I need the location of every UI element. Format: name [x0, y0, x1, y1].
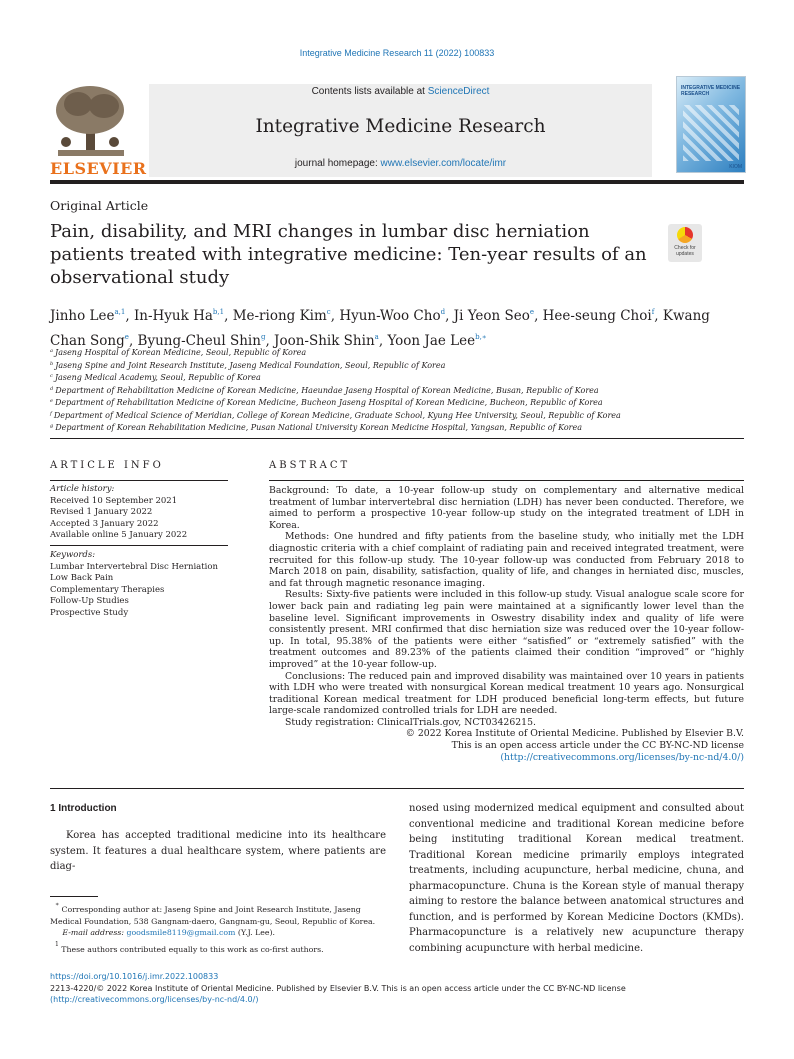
author-separator: ,	[265, 333, 275, 349]
affiliation	[50, 421, 740, 434]
crossmark-icon	[677, 227, 693, 243]
tree-icon	[50, 84, 132, 162]
affiliation-mark: c	[50, 373, 53, 379]
article-title: Pain, disability, and MRI changes in lumbar disc herniation patients treated with integrative medicine: Ten-year results of an observational study	[50, 221, 647, 288]
contents-line	[149, 86, 652, 97]
history-received: Received 10 September 2021	[50, 495, 178, 506]
cover-pattern	[683, 105, 739, 161]
contents-prefix: Contents lists available at	[311, 86, 428, 97]
email-label: E-mail address:	[62, 928, 124, 937]
affiliation	[50, 396, 740, 409]
author-name: Kwang Chan Song	[50, 308, 710, 349]
author[interactable]	[50, 308, 134, 324]
article-info-heading: ARTICLE INFO	[50, 460, 164, 471]
article-type: Original Article	[50, 198, 149, 213]
author[interactable]	[543, 308, 663, 324]
article-info-rule	[50, 480, 228, 481]
affiliation-text: Department of Korean Rehabilitation Medicine, Pusan National University Korean Medicine Hospital, Yangsan, Republic of Korea	[55, 423, 582, 432]
affiliation-text: Department of Rehabilitation Medicine of Korean Medicine, Bucheon Jaseng Hospital of Korean Medicine, Bucheon, Republic of Korea	[54, 398, 603, 407]
author-affiliation-mark[interactable]: a,1	[114, 308, 126, 316]
author-affiliation-mark[interactable]: e	[124, 333, 129, 341]
cover-mark: KIOM	[729, 164, 742, 170]
author-name: Yoon Jae Lee	[387, 333, 476, 349]
author-affiliation-mark[interactable]: b,∗	[475, 333, 487, 341]
affiliation-mark: b	[50, 360, 54, 367]
author-name: Hyun-Woo Cho	[339, 308, 441, 324]
homepage-link[interactable]: www.elsevier.com/locate/imr	[380, 158, 507, 169]
study-registration: Study registration: ClinicalTrials.gov, NCT03426215.	[285, 716, 536, 728]
section-rule	[50, 438, 744, 439]
keyword: Complementary Therapies	[50, 584, 165, 595]
abstract-results: Results: Sixty-five patients were included in this follow-up study. Visual analogue scale score for lower back pain and radiating leg pain were maintained at a significantly lower level than the baseline level. Significant improvements in Oswestry disability index and quality of life were consistently present. MRI confirmed that disc herniation size was reduced over the 10-year follow-up. In total, 95.38% of the patients were either “satisfied” or “extremely satisfied” with the treatment outcomes and 89.23% of the patients claimed their condition “improved” or “highly improved” at the 10-year follow-up.	[269, 589, 744, 670]
footnote-mark: 1	[54, 940, 59, 948]
doi-link[interactable]: https://doi.org/10.1016/j.imr.2022.100833	[50, 972, 219, 981]
author[interactable]	[134, 308, 233, 324]
affiliation	[50, 409, 740, 422]
author-separator: ,	[125, 308, 134, 324]
masthead-panel	[149, 84, 652, 177]
body-column-left: Korea has accepted traditional medicine into its healthcare system. It features a dual healthcare system, where patients are diag-	[50, 830, 386, 872]
abstract-bottom-rule	[50, 788, 744, 789]
email-note	[50, 927, 386, 939]
affiliation-list	[50, 346, 740, 434]
footnotes	[50, 899, 386, 955]
author-separator: ,	[128, 333, 138, 349]
homepage-prefix: journal homepage:	[294, 158, 381, 169]
affiliation	[50, 359, 740, 372]
affiliation	[50, 384, 740, 397]
author[interactable]	[454, 308, 543, 324]
page-footer	[50, 971, 744, 1006]
author-affiliation-mark[interactable]: e	[529, 308, 535, 316]
keyword: Prospective Study	[50, 607, 129, 618]
affiliation-mark: f	[50, 410, 52, 417]
affiliation-mark: a	[50, 348, 53, 354]
affiliation-mark: d	[50, 385, 54, 392]
footnote-rule	[50, 896, 98, 897]
affiliation-mark: g	[50, 423, 54, 429]
keyword: Follow-Up Studies	[50, 596, 129, 607]
author-affiliation-mark[interactable]: a	[374, 333, 379, 341]
masthead-rule	[50, 180, 744, 184]
author-name: Hee-seung Choi	[542, 308, 652, 324]
abstract	[269, 485, 744, 763]
history-accepted: Accepted 3 January 2022	[50, 518, 159, 529]
homepage-line	[149, 158, 652, 169]
author-separator: ,	[445, 308, 454, 324]
affiliation-text: Jaseng Spine and Joint Research Institute, Jaseng Medical Foundation, Seoul, Republic of Korea	[55, 360, 446, 370]
copyright-line: © 2022 Korea Institute of Oriental Medicine. Published by Elsevier B.V.	[405, 728, 744, 740]
abstract-heading: ABSTRACT	[269, 460, 351, 471]
author[interactable]	[233, 308, 340, 324]
body-column-right: nosed using modernized medical equipment and consulted about conventional medicine and traditional Korean medicine before being instituting traditional Korean medical treatment. Traditional Korean medicine primarily employs integrated treatments, including acupuncture, herbal medicine, chuna, and pharmacopuncture. Chuna is the Korean style of manual therapy aiming to restore the balance between anatomical structures and function, and is performed by Korean Medicine Doctors (KMDs). Pharmacopuncture is a relatively new acupuncture therapy combining acupuncture with herbal medicine.	[409, 803, 744, 954]
affiliation	[50, 346, 740, 359]
check-for-updates-badge[interactable]	[668, 224, 702, 262]
author-separator: ,	[330, 308, 340, 324]
journal-cover[interactable]	[676, 76, 746, 173]
crossmark-label: Check for updates	[674, 245, 696, 257]
author-separator: ,	[654, 308, 663, 324]
author-affiliation-mark[interactable]: b,1	[212, 308, 225, 316]
equal-contribution-text: These authors contributed equally to this work as co-first authors.	[61, 944, 324, 954]
footnote-mark: ∗	[54, 901, 60, 908]
keywords-rule	[50, 545, 228, 546]
affiliation-text: Department of Medical Science of Meridian, College of Korean Medicine, Graduate School, Kyung Hee University, Seoul, Republic of Korea	[53, 410, 621, 420]
author-name: In-Hyuk Ha	[133, 308, 213, 324]
abstract-background: Background: To date, a 10-year follow-up study on complementary and alternative medical treatment of lumbar intervertebral disc herniation (LDH) has never been conducted. Therefore, we aimed to perform a prospective 10-year follow-up study on the integrated treatment of LDH in Korea.	[269, 485, 744, 531]
author-separator: ,	[378, 333, 388, 349]
author-affiliation-mark[interactable]: d	[440, 308, 446, 316]
article-history	[50, 484, 230, 542]
author-affiliation-mark[interactable]: g	[260, 333, 266, 341]
section-heading-introduction: 1 Introduction	[50, 803, 117, 814]
affiliation	[50, 371, 740, 384]
email-suffix: (Y.J. Lee).	[235, 928, 275, 937]
keywords-label: Keywords:	[50, 550, 96, 560]
corresponding-author-text: Corresponding author at: Jaseng Spine and Joint Research Institute, Jaseng Medical Foundation, 538 Gangnam-daero, Gangnam-gu, Seoul, Republic of Korea.	[50, 905, 376, 926]
history-online: Available online 5 January 2022	[50, 530, 188, 541]
author[interactable]	[339, 308, 453, 324]
elsevier-wordmark: ELSEVIER	[50, 159, 147, 178]
author-separator: ,	[534, 308, 543, 324]
author-name: Joon-Shik Shin	[274, 333, 375, 349]
author-name: Jinho Lee	[50, 308, 115, 324]
journal-title: Integrative Medicine Research	[255, 116, 546, 137]
author-list	[50, 302, 740, 352]
masthead	[50, 76, 744, 180]
affiliation-text: Department of Rehabilitation Medicine of Korean Medicine, Haeundae Jaseng Hospital of Korean Medicine, Busan, Republic of Korea	[55, 385, 599, 395]
author-name: Byung-Cheul Shin	[137, 333, 261, 349]
keyword: Lumbar Intervertebral Disc Herniation	[50, 561, 218, 572]
copyright-block	[269, 728, 744, 763]
history-revised: Revised 1 January 2022	[50, 507, 153, 518]
license-line: This is an open access article under the CC BY-NC-ND license	[451, 740, 744, 752]
abstract-methods: Methods: One hundred and fifty patients from the baseline study, who initially met the LDH diagnostic criteria with a chief complaint of radiating pain and received integrated treatment, were recruited for this follow-up study. The 10-year follow-up was conducted from February 2018 to March 2018 on pain, disability, satisfaction, quality of life, and changes in herniated disc, muscles, and fat through magnetic resonance imaging.	[269, 531, 744, 589]
journal-citation[interactable]: Integrative Medicine Research 11 (2022) 100833	[299, 48, 495, 58]
affiliation-text: Jaseng Medical Academy, Seoul, Republic of Korea	[54, 373, 261, 382]
keywords	[50, 550, 230, 620]
footer-license-link[interactable]: (http://creativecommons.org/licenses/by-nc-nd/4.0/)	[50, 995, 259, 1004]
elsevier-logo[interactable]	[50, 84, 147, 180]
sciencedirect-link[interactable]: ScienceDirect	[427, 86, 490, 97]
email-link[interactable]: goodsmile8119@gmail.com	[126, 928, 236, 937]
history-label: Article history:	[50, 484, 115, 494]
abstract-conclusions: Conclusions: The reduced pain and improved disability was maintained over 10 years in patients with LDH who were treated with nonsurgical Korean medical treatment 10 years ago. Nonsurgical traditional Korean medical treatment for LDH produced beneficial long-term effects, but future large-scale randomized controlled trials for LDH are needed.	[269, 670, 744, 717]
author-affiliation-mark[interactable]: c	[326, 308, 331, 316]
author-name: Ji Yeon Seo	[453, 308, 530, 324]
cover-title: INTEGRATIVE MEDICINE RESEARCH	[681, 85, 741, 97]
corresponding-author-note	[50, 899, 386, 927]
author-separator: ,	[224, 308, 233, 324]
author-affiliation-mark[interactable]: f	[651, 308, 655, 316]
abstract-rule	[269, 480, 744, 481]
issn-line: 2213-4220/© 2022 Korea Institute of Oriental Medicine. Published by Elsevier B.V. This is an open access article under the CC BY-NC-ND license	[50, 983, 626, 993]
affiliation-text: Jaseng Hospital of Korean Medicine, Seoul, Republic of Korea	[54, 348, 307, 357]
author-name: Me-riong Kim	[232, 308, 327, 324]
equal-contribution-note	[50, 939, 386, 956]
keyword: Low Back Pain	[50, 573, 114, 584]
affiliation-mark: e	[50, 398, 53, 404]
license-link[interactable]: (http://creativecommons.org/licenses/by-nc-nd/4.0/)	[500, 751, 744, 763]
